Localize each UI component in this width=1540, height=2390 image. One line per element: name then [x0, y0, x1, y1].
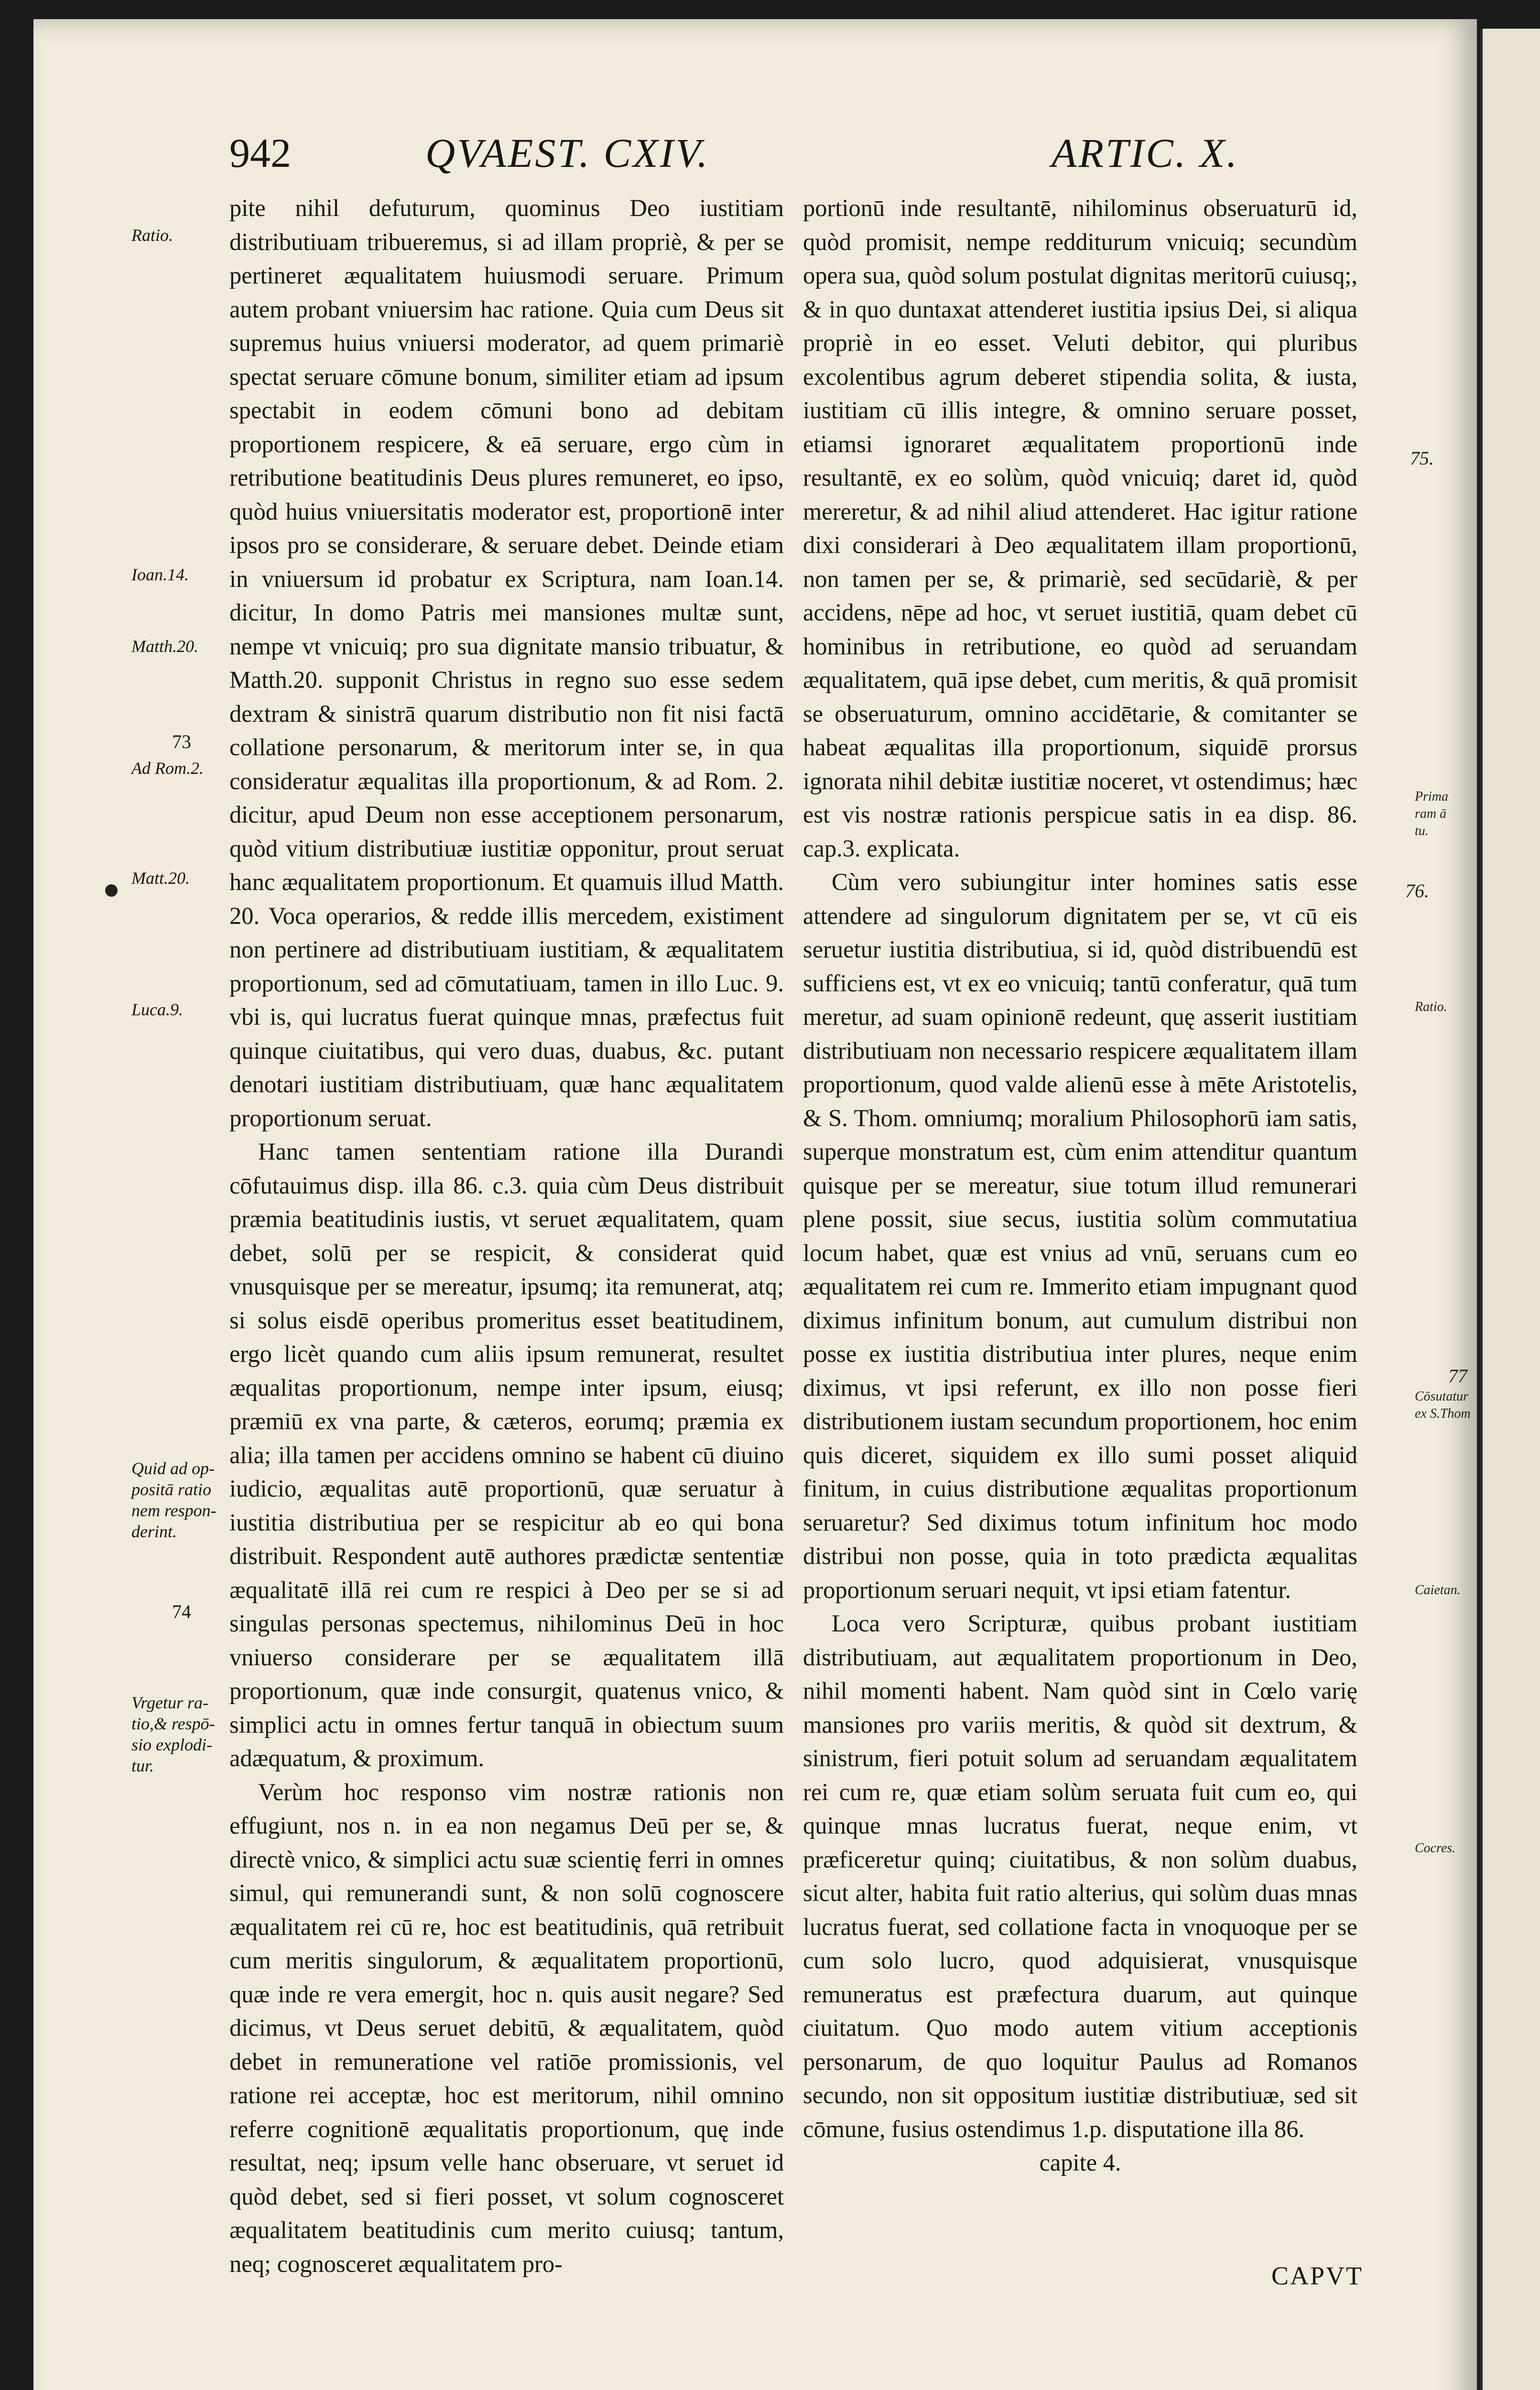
margin-note-prima-2: ram ā [1415, 806, 1447, 821]
question-heading: QVAEST. CXIV. [425, 130, 710, 176]
margin-note-ratio: Ratio. [131, 226, 173, 245]
catchword: CAPVT [1271, 2261, 1364, 2290]
margin-number-73: 73 [172, 731, 191, 752]
margin-number-75: 75. [1410, 447, 1434, 469]
margin-note-prima-3: tu. [1415, 824, 1429, 838]
margin-note-vrgetur-3: sio explodi- [131, 1735, 212, 1754]
article-heading: ARTIC. X. [1052, 130, 1239, 176]
margin-note-quid-1: Quid ad op- [131, 1459, 215, 1478]
margin-note-luca: Luca.9. [131, 1000, 183, 1019]
paragraph: Hanc tamen sententiam ratione illa Durandi cōfutauimus disp. illa 86. c.3. quia cùm Deus distribuit præmia beatitudinis iustis, vt seruet æqualitatem, quam debet, solū per se respicit, & considerat quid vnusquisque per se mereatur, ipsumq; ita remunerat, atq; si solus eisdē operibus promeritus esset beatitudinem, ergo licèt quando cum aliis ipsum remunerat, resultet æqualitas proportionum, nempe inter ipsum, eiusq; præmiū ex vna parte, & cæteros, eorumq; præmia ex alia; illa tamen per accidens omnino se habent cū diuino iudicio, æqualitas autē proportionū, quæ seruatur à iustitia distributiua per se respicitur ab eo qui bona distribuit. Respondent autē authores prædictæ sententiæ æqualitatē illā rei cum re respici à Deo per se si ad singulas personas spectemus, nihilominus Deū in hoc vniuerso considerare per se æqualitatem illā proportionum, quæ inde consurgit, quatenus vnico, & simplici actu in omnes fertur tanquā in obiectum suum adæquatum, & proximum. [229, 1138, 784, 1771]
margin-note-matt: Matt.20. [131, 869, 190, 888]
margin-note-quid-2: positā ratio [131, 1480, 212, 1499]
margin-note-matth: Matth.20. [131, 637, 198, 656]
margin-note-vrgetur-2: tio,& respō- [131, 1714, 215, 1733]
paragraph: portionū inde resultantē, nihilominus obseruaturū id, quòd promisit, nempe redditurum vnicuiq; secundùm opera sua, quòd solum postulat dignitas meritorū cuiusq;, & in quo duntaxat attenderet iustitia ipsius Dei, si aliqua propriè in eo esset. Veluti debitor, qui pluribus excolentibus agrum deberet stipendia solita, & iusta, iustitiam cū illis integre, & omnino seruare posset, etiamsi ignoraret æqualitatem proportionū inde resultantē, ex eo solùm, quòd vnicuiq; daret id, quòd mereretur, & ad nihil aliud attenderet. Hac igitur ratione dixi considerari à Deo æqualitatem illam proportionū, non tamen per se, & primariè, sed secūdariè, & per accidens, nēpe ad hoc, vt seruet iustitiā, quam debet cū hominibus in retributione, eo quòd ad seruandam æqualitatem, quā ipse debet, cum meritis, & quā promisit se obseruaturum, omnino accidētarie, & comitanter se habeat æqualitas illa proportionum, siquidē prorsus ignorata nihil debitæ iustitiæ noceret, vt ostendimus; hæc est vis nostræ rationis perspicue satis in ea disp. 86. cap.3. explicata. [803, 195, 1357, 862]
page-number: 942 [229, 130, 291, 176]
paragraph: Loca vero Scripturæ, quibus probant iustitiam distributiuam, aut æqualitatem proportionum in Deo, nihil momenti habent. Nam quòd sint in Cœlo varię mansiones pro variis meritis, & quòd sit dextrum, & sinistrum, fieri potuit solum ad seruandam æqualitatem rei cum re, quæ etiam solùm seruata fuit cum eo, qui quinque mnas lucratus fuerat, neque enim, vt præficeretur quinq; ciuitatibus, & non solùm duabus, sicut alter, habita fuit ratio alterius, qui solùm duas mnas lucratus fuerat, sed collatione facta in vnoquoque per se cum solo lucro, quod adquisierat, vnusquisque remuneratus est præfectura duarum, aut quinque ciuitatum. Quo modo autem vitium acceptionis personarum, de quo loquitur Paulus ad Romanos secundo, non sit oppositum iustitiæ distributiuæ, sed sit cōmune, fusius ostendimus 1.p. disputatione illa 86. [803, 1610, 1357, 2142]
margin-note-ratio-right: Ratio. [1415, 999, 1447, 1014]
margin-note-quid-4: derint. [131, 1522, 177, 1541]
paragraph: pite nihil defuturum, quominus Deo iustitiam distributiuam tribueremus, si ad illam propriè, & per se pertineret æqualitatem huiusmodi seruare. Primum autem probant vniuersim hac ratione. Quia cum Deus sit supremus huius vniuersi moderator, ad quem primariè spectat seruare cōmune bonum, similiter etiam ad ipsum spectabit in eodem cōmuni bono ad debitam proportionem respicere, & eā seruare, ergo cùm in retributione beatitudinis Deus plures remuneret, eo ipso, quòd huius vniuersitatis moderator est, proportionē inter ipsos pro se considerare, & seruare debet. Deinde etiam in vniuersum id probatur ex Scriptura, nam Ioan.14. dicitur, In domo Patris mei mansiones multæ sunt, nempe vt vnicuiq; pro sua dignitate mansio tribuatur, & Matth.20. supponit Christus in regno suo esse sedem dextram & sinistrā quarum distributio non fit nisi factā collatione personarum, & meritorum inter se, in qua consideratur æqualitas illa proportionum, & ad Rom. 2. dicitur, apud Deum non esse acceptionem personarum, quòd vitium distributiuæ iustitiæ opponitur, prout seruat hanc æqualitatem proportionum. Et quamuis illud Matth. 20. Voca operarios, & redde illis mercedem, existiment non pertinere ad distributiuam iustitiam, & æqualitatem proportionum, sed ad cōmutatiuam, tamen in illo Luc. 9. vbi is, qui lucratus fuerat quinque mnas, præfectus fuit quinque ciuitatibus, qui vero duas, duabus, &c. putant denotari iustitiam distributiuam, quæ hanc æqualitatem proportionum seruat. [229, 195, 784, 1131]
margin-note-quid-3: nem respon- [131, 1501, 217, 1520]
margin-note-ioan: Ioan.14. [131, 565, 189, 584]
paragraph: Verùm hoc responso vim nostræ rationis non effugiunt, nos n. in ea non negamus Deū per se, & directè vnico, & simplici actu suæ scientię ferri in omnes simul, qui remunerandi sunt, & non solū cognoscere æqualitatem rei cū re, hoc est beatitudinis, quā retribuit cum meritis singulorum, & æqualitatem proportionū, quæ inde re vera emergit, hoc n. quis ausit negare? Sed dicimus, vt Deus seruet debitū, & æqualitatem, quòd debet in remuneratione vel ratiōe promissionis, vel ratione rei acceptæ, hoc est meritorum, nihil omnino referre cognitionē æqualitatis proportionum, quę inde resultat, neq; ipsum velle hanc obseruare, vt seruet id quòd debet, sed si fieri posset, vt solum cognosceret æqualitatem beatitudinis cum merito cuiusq; tantum, neq; cognosceret æqualitatem pro- [229, 1778, 784, 2277]
margin-note-ad-rom: Ad Rom.2. [131, 759, 204, 778]
margin-note-confutatur-1: Cōsutatur [1415, 1389, 1469, 1404]
margin-number-77: 77 [1448, 1365, 1467, 1387]
left-text-column [229, 191, 784, 2277]
chapter-reference: capite 4. [1039, 2149, 1121, 2176]
margin-note-confutatur-2: ex S.Thom [1415, 1406, 1471, 1421]
fleuron-ornament-icon [105, 884, 118, 897]
margin-note-cocres: Cocres. [1415, 1841, 1456, 1856]
margin-note-vrgetur-4: tur. [131, 1756, 154, 1775]
margin-note-prima-1: Prima [1415, 789, 1448, 804]
margin-note-vrgetur-1: Vrgetur ra- [131, 1693, 208, 1712]
margin-number-74: 74 [172, 1601, 191, 1622]
right-text-column [803, 191, 1357, 2223]
running-header [201, 115, 1372, 177]
paragraph: Cùm vero subiungitur inter homines satis esse attendere ad singulorum dignitatem per se, vt cū eis seruetur iustitia distributiua, si id, quòd distribuendū est sufficiens est, vt ex eo vnicuiq; tantū conferatur, quā tum meretur, ad suam opinionē redeunt, quę asserit iustitiam distributiuam non necessario respicere æqualitatem illam proportionum, quod valde alienū esse à mēte Aristotelis, & S. Thom. omniumq; moralium Philosophorū iam satis, superque monstratum est, cùm enim attenditur quantum quisque per se mereatur, siue totum illud remunerari plene possit, siue secus, iustitia solùm commutatiua locum habet, quæ est vnius ad vnū, seruans cum eo æqualitatem rei cum re. Immerito etiam impugnant quod diximus infinitum bonum, aut cumulum distribui non posse ex iustitia distributiua inter plures, neque enim diximus, vt ipsi referunt, ex illo non posse fieri distributionem iustam secundum proportionem, hoc enim quis diceret, siquidem ex illo sumi posset aliquid finitum, in cuius distributione æqualitas proportionum seruaretur? Sed diximus totum infinitum hoc modo distribui non posse, quia in toto prædicta æqualitas proportionum seruari nequit, vt ipsi etiam fatentur. [803, 869, 1357, 1603]
facing-page-edge [1480, 29, 1540, 2390]
margin-number-76: 76. [1405, 880, 1429, 902]
margin-note-caietan: Caietan. [1415, 1583, 1461, 1597]
